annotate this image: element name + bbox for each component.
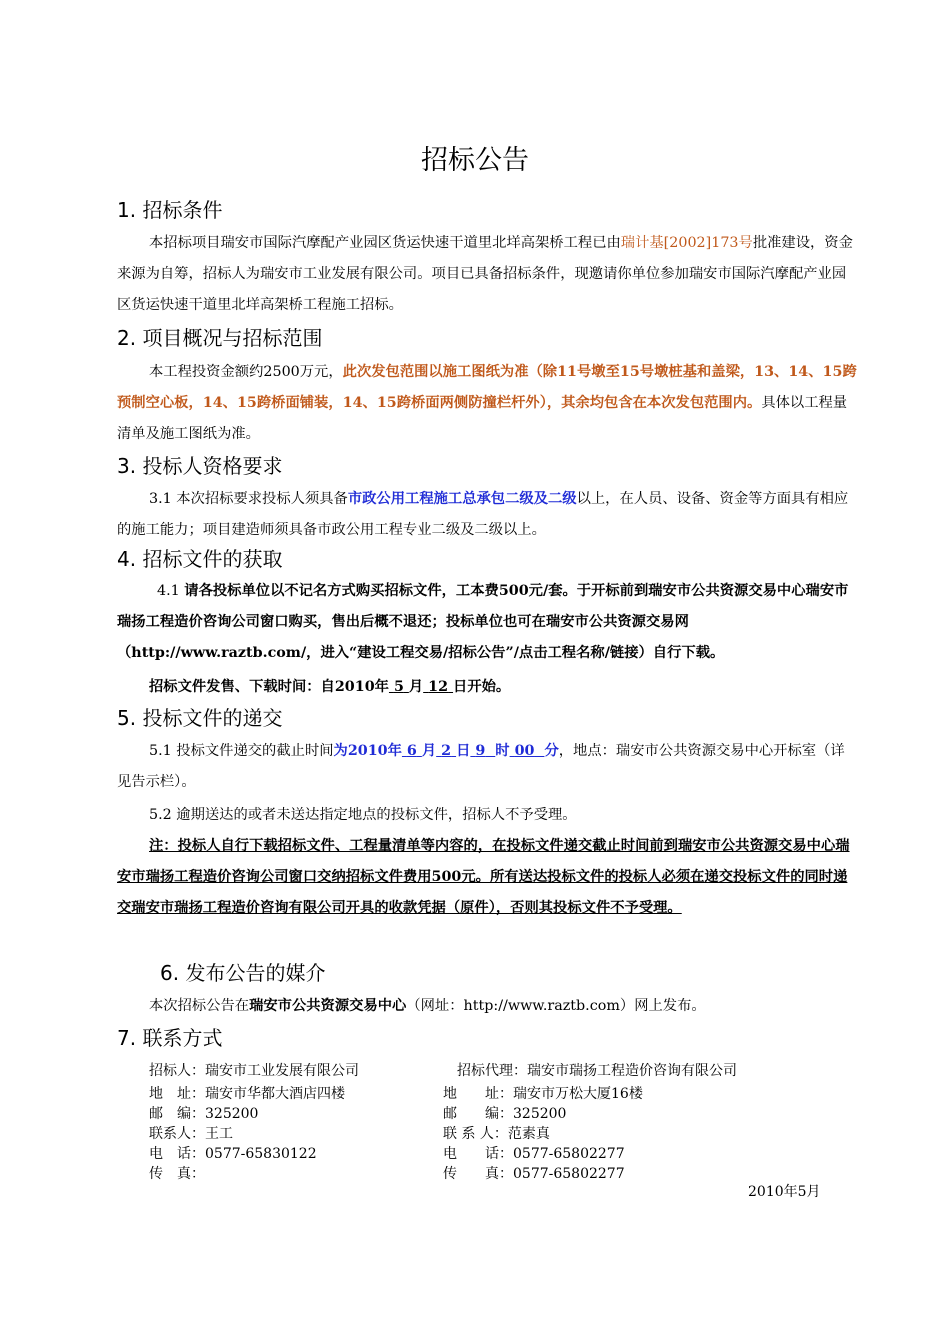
section-4-heading: 4. 招标文件的获取	[117, 547, 283, 571]
agent-contact	[443, 1060, 737, 1184]
scope-highlight: 此次发包范围以施工图纸为准（除11号墩至15号墩桩基和盖梁，13、14、15跨预制空心板，14、15跨桥面铺装，14、15跨桥面两侧防撞栏杆外），其余均包含在本次发包范围内。	[117, 364, 857, 411]
section-6-heading: 6. 发布公告的媒介	[160, 961, 326, 985]
qualification-highlight: 市政公用工程施工总承包二级及二级	[347, 491, 577, 507]
issue-date: 2010年5月	[748, 1184, 821, 1200]
contact-line: 地 址：瑞安市华都大酒店四楼	[149, 1086, 345, 1102]
section-5-late-rule: 5.2 逾期送达的或者未送达指定地点的投标文件，招标人不予受理。	[149, 807, 577, 823]
contact-line: 联 系 人：范素真	[443, 1126, 550, 1142]
section-5-note: 注：投标人自行下载招标文件、工程量清单等内容的，在投标文件递交截止时间前到瑞安市公共资源交易中心瑞安市瑞扬工程造价咨询公司窗口交纳招标文件费用500元。所有送达投标文件的投标人必须在递交投标文件的同时递交瑞安市瑞扬工程造价咨询有限公司开具的收款凭据（原件），否则其投标文件不予受理。	[117, 838, 850, 916]
section-4-sale-time: 招标文件发售、下载时间：自2010年 5 月 12 日开始。	[149, 679, 511, 695]
section-3-text: 3.1 本次招标要求投标人须具备市政公用工程施工总承包二级及二级以上，在人员、设备、资金等方面具有相应的施工能力；项目建造师须具备市政公用工程专业二级及二级以上。	[117, 491, 849, 538]
contact-line: 招标代理：瑞安市瑞扬工程造价咨询有限公司	[457, 1063, 737, 1079]
contact-line: 电 话：0577-65802277	[443, 1146, 625, 1162]
contact-line: 招标人：瑞安市工业发展有限公司	[149, 1063, 359, 1079]
contact-line: 联系人：王工	[149, 1126, 233, 1142]
section-2-heading: 2. 项目概况与招标范围	[117, 326, 323, 350]
page-title: 招标公告	[421, 145, 529, 176]
section-4-text: 4.1 请各投标单位以不记名方式购买招标文件，工本费500元/套。于开标前到瑞安市公共资源交易中心瑞安市瑞扬工程造价咨询公司窗口购买，售出后概不退还；投标单位也可在瑞安市公共资源交易网（http://www.raztb.com/，进入“建设工程交易/招标公告”/点击工程名称/链接）自行下载。	[117, 583, 849, 661]
contact-line: 邮 编：325200	[443, 1106, 567, 1122]
tenderer-contact	[149, 1060, 359, 1184]
contact-line: 邮 编：325200	[149, 1106, 259, 1122]
contact-line: 传 真：0577-65802277	[443, 1166, 625, 1182]
section-2-text: 本工程投资金额约2500万元，此次发包范围以施工图纸为准（除11号墩至15号墩桩基和盖梁，13、14、15跨预制空心板，14、15跨桥面铺装，14、15跨桥面两侧防撞栏杆外），其余均包含在本次发包范围内。具体以工程量清单及施工图纸为准。	[117, 364, 857, 442]
section-1-heading: 1. 招标条件	[117, 198, 223, 222]
section-6-text: 本次招标公告在瑞安市公共资源交易中心（网址：http://www.raztb.com）网上发布。	[149, 998, 706, 1014]
section-5-heading: 5. 投标文件的递交	[117, 706, 283, 730]
media-name: 瑞安市公共资源交易中心	[249, 998, 407, 1014]
section-7-heading: 7. 联系方式	[117, 1026, 223, 1050]
section-3-heading: 3. 投标人资格要求	[117, 454, 283, 478]
contact-line: 传 真：	[149, 1166, 205, 1182]
contact-line: 地 址：瑞安市万松大厦16楼	[443, 1086, 643, 1102]
deadline-highlight: 为2010年 6 月 2 日 9 时 00 分	[333, 743, 559, 759]
section-1-text: 本招标项目瑞安市国际汽摩配产业园区货运快速干道里北垟高架桥工程已由瑞计基[2002]173号批准建设，资金来源为自筹，招标人为瑞安市工业发展有限公司。项目已具备招标条件，现邀请你单位参加瑞安市国际汽摩配产业园区货运快速干道里北垟高架桥工程施工招标。	[117, 235, 853, 313]
contact-line: 电 话：0577-65830122	[149, 1146, 317, 1162]
section-5-deadline: 5.1 投标文件递交的截止时间为2010年 6 月 2 日 9 时 00 分，地点：瑞安市公共资源交易中心开标室（详见告示栏）。	[117, 743, 845, 790]
approval-number: 瑞计基[2002]173号	[620, 235, 753, 251]
